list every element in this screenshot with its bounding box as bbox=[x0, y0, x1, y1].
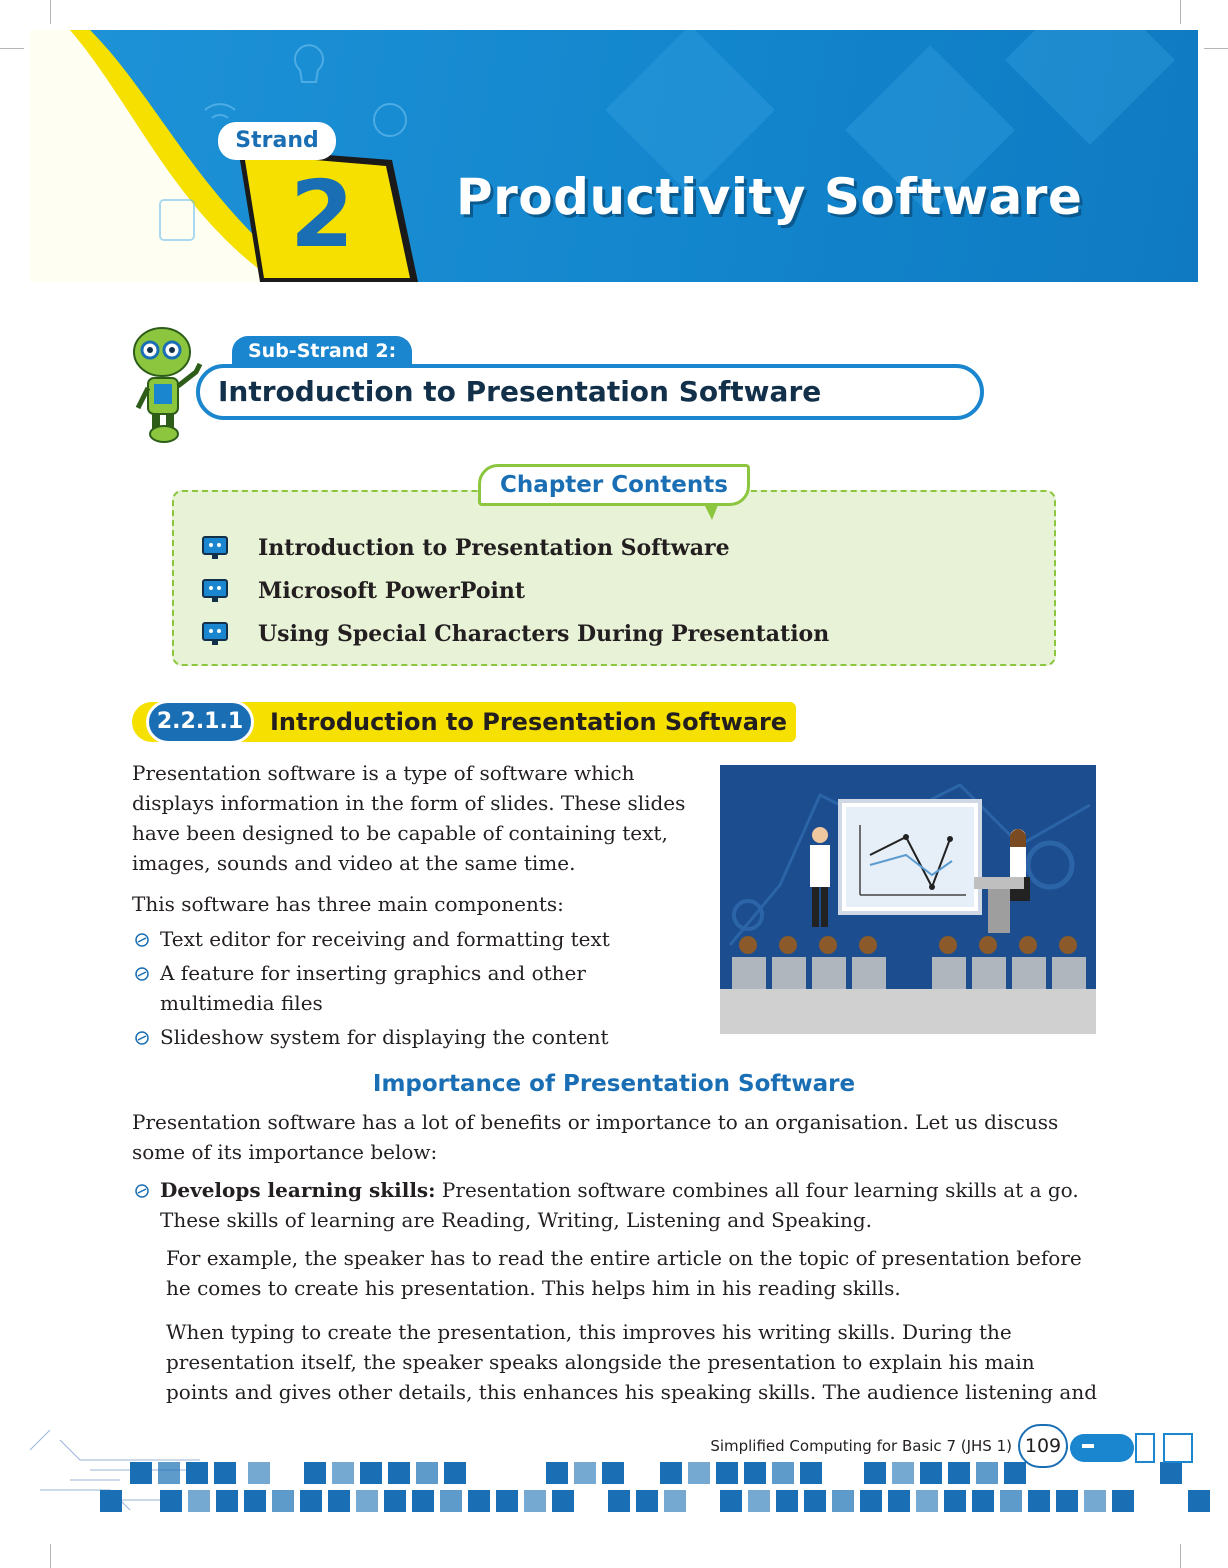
list-item bbox=[200, 573, 1020, 609]
text-line: images, sounds and video at the same time. bbox=[132, 851, 576, 875]
chapter-banner bbox=[30, 30, 1198, 282]
component-item: Text editor for receiving and formatting text bbox=[160, 927, 610, 951]
strand-number: 2 bbox=[289, 161, 354, 268]
text-line: he comes to create his presentation. This helps him in his reading skills. bbox=[166, 1276, 901, 1300]
text-line bbox=[160, 1175, 1100, 1205]
text-line: Presentation software is a type of software which bbox=[132, 761, 635, 785]
monitor-icon bbox=[200, 620, 230, 648]
text-line: points and gives other details, this enhances his speaking skills. The audience listening and bbox=[166, 1380, 1097, 1404]
monitor-icon bbox=[200, 534, 230, 562]
page-number: 109 bbox=[1018, 1424, 1068, 1468]
crop-mark bbox=[50, 1544, 51, 1568]
list-item bbox=[200, 616, 1020, 652]
bullet-term: Develops learning skills: bbox=[160, 1178, 436, 1202]
text-line: These skills of learning are Reading, Writing, Listening and Speaking. bbox=[160, 1208, 873, 1232]
crop-mark bbox=[0, 48, 24, 49]
crop-mark bbox=[50, 0, 51, 24]
bullet-icon bbox=[134, 1030, 150, 1046]
chapter-contents-heading: Chapter Contents bbox=[478, 464, 750, 506]
component-item bbox=[160, 958, 700, 1018]
crop-mark bbox=[1180, 0, 1181, 24]
example-paragraph bbox=[166, 1243, 1106, 1303]
text-line: displays information in the form of slides. These slides bbox=[132, 791, 686, 815]
strand-label: Strand bbox=[218, 122, 336, 160]
importance-heading: Importance of Presentation Software bbox=[372, 1071, 856, 1097]
text-line: multimedia files bbox=[160, 991, 323, 1015]
presentation-illustration bbox=[720, 765, 1096, 1034]
text-line: When typing to create the presentation, this improves his writing skills. During the bbox=[166, 1320, 1012, 1344]
banner-decoration bbox=[30, 30, 1198, 282]
text-line: Presentation software has a lot of benefits or importance to an organisation. Let us discuss bbox=[132, 1110, 1059, 1134]
bullet-text: Presentation software combines all four learning skills at a go. bbox=[435, 1178, 1079, 1202]
monitor-icon bbox=[200, 577, 230, 605]
sub-strand-title: Introduction to Presentation Software bbox=[218, 375, 822, 408]
contents-item-label: Using Special Characters During Presentation bbox=[258, 621, 830, 647]
text-line: have been designed to be capable of containing text, bbox=[132, 821, 668, 845]
bullet-icon bbox=[134, 1183, 150, 1199]
text-line: some of its importance below: bbox=[132, 1140, 438, 1164]
typing-paragraph bbox=[166, 1317, 1106, 1407]
bullet-icon bbox=[134, 966, 150, 982]
contents-item-label: Microsoft PowerPoint bbox=[258, 578, 526, 604]
text-line: A feature for inserting graphics and other bbox=[160, 961, 586, 985]
book-title: Simplified Computing for Basic 7 (JHS 1) bbox=[710, 1437, 1012, 1455]
page-title: Productivity Software bbox=[456, 168, 1083, 226]
crop-mark bbox=[1180, 1544, 1181, 1568]
text-line: For example, the speaker has to read the entire article on the topic of presentation before bbox=[166, 1246, 1082, 1270]
importance-lead bbox=[132, 1107, 1096, 1167]
list-item bbox=[200, 530, 1020, 566]
importance-bullet bbox=[160, 1175, 1100, 1235]
crop-mark bbox=[1204, 48, 1228, 49]
contents-item-label: Introduction to Presentation Software bbox=[258, 535, 730, 561]
component-item: Slideshow system for displaying the content bbox=[160, 1025, 609, 1049]
bullet-icon bbox=[134, 932, 150, 948]
section-number: 2.2.1.1 bbox=[146, 700, 254, 744]
sub-strand-label: Sub-Strand 2: bbox=[232, 336, 412, 368]
section-title: Introduction to Presentation Software bbox=[270, 708, 788, 736]
components-lead: This software has three main components: bbox=[132, 892, 564, 916]
intro-paragraph bbox=[132, 758, 702, 878]
text-line: presentation itself, the speaker speaks alongside the presentation to explain his main bbox=[166, 1350, 1035, 1374]
